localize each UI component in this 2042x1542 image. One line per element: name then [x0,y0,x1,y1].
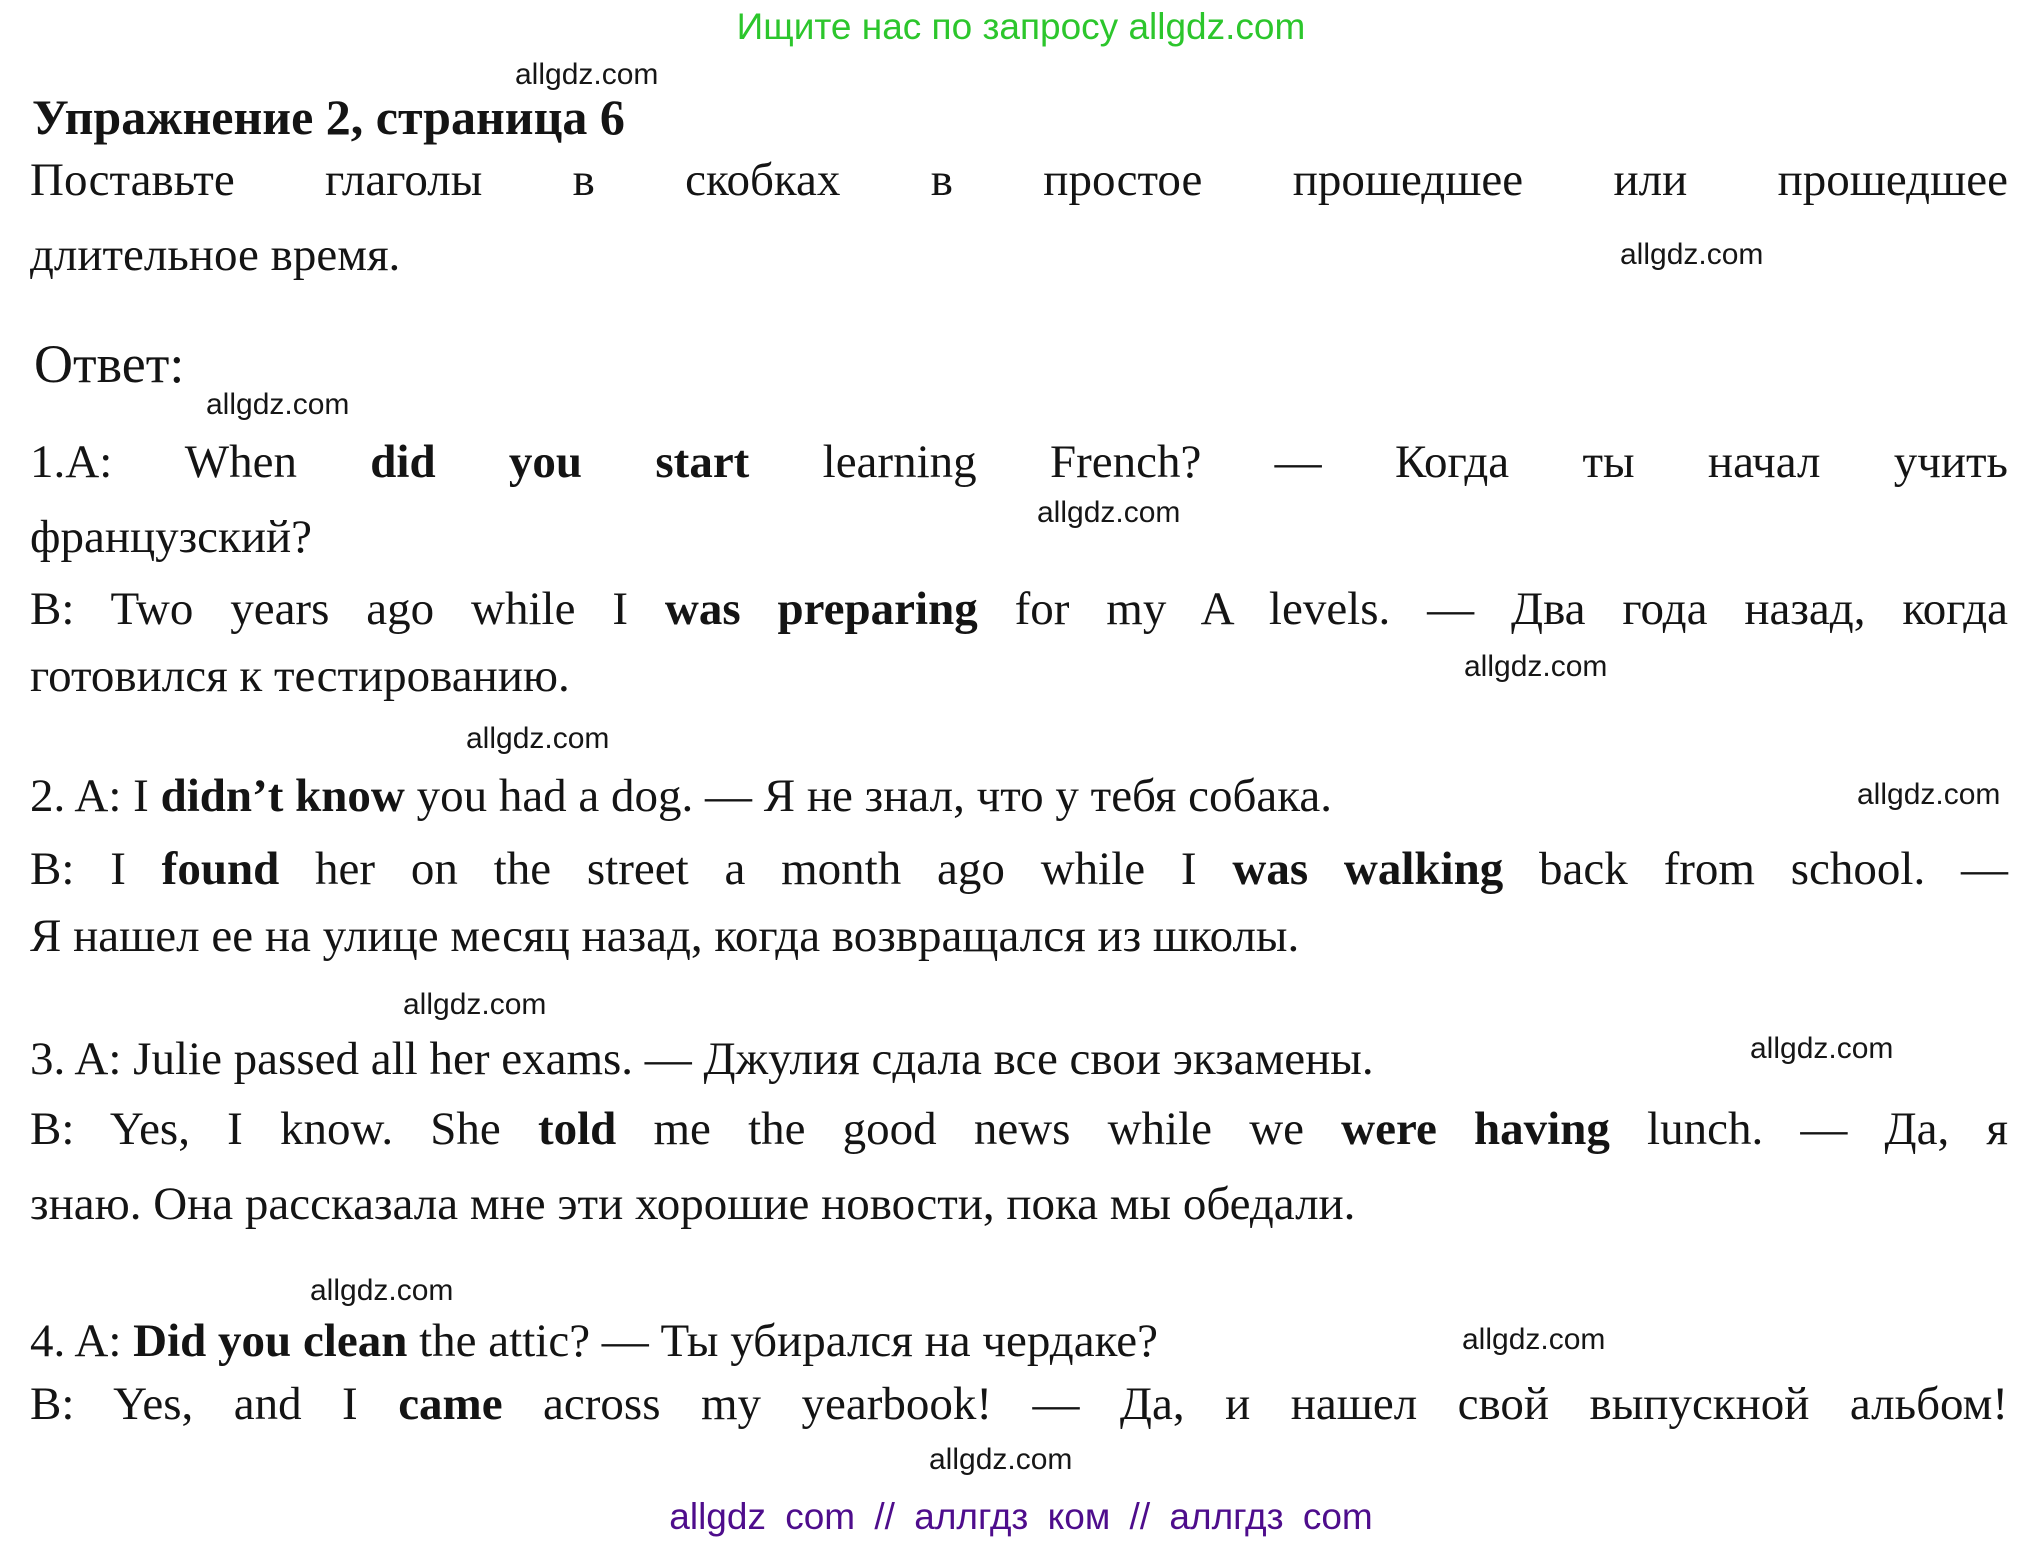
verb-answer-bold: were having [1341,1103,1610,1155]
exercise-title: Упражнение 2, страница 6 [32,89,625,145]
answer-text-segment: back from school. — [1503,843,2008,895]
dialog1-speaker-a-line-2: французский? [30,511,313,563]
answer-text-segment: learning French? — Когда ты начал учить [749,436,2008,488]
dialog1-speaker-a-line-1 [30,432,2008,492]
verb-answer-bold: didn’t know [160,770,405,822]
watermark-allgdz: allgdz.com [1750,1032,1894,1065]
dialog4-speaker-a-line [30,1311,2008,1371]
dialog2-speaker-a-line [30,766,2008,826]
dialog4-speaker-b-line [30,1374,2008,1434]
watermark-allgdz: allgdz.com [403,988,547,1021]
watermark-allgdz: allgdz.com [1620,238,1764,271]
watermark-allgdz: allgdz.com [1464,650,1608,683]
dialog3-speaker-a-line: 3. A: Julie passed all her exams. — Джулия сдала все свои экзамены. [30,1033,1374,1085]
footer-domains: allgdz com // аллгдз ком // аллгдз com [669,1496,1373,1537]
verb-answer-bold: found [161,843,280,895]
dialog3-speaker-b-line-1 [30,1099,2008,1159]
answer-text-segment: for my A levels. — Два года назад, когда [977,583,2009,635]
verb-answer-bold: did you start [370,436,750,488]
answer-text-segment: you had a dog. — Я не знал, что у тебя собака. [404,770,1333,822]
answer-text-segment: me the good news while we [616,1103,1342,1155]
verb-answer-bold: told [537,1103,617,1155]
verb-answer-bold: was preparing [664,583,978,635]
watermark-allgdz: allgdz.com [466,722,610,755]
answer-label: Ответ: [34,334,185,394]
dialog1-speaker-b-line-2: готовился к тестированию. [30,650,570,702]
watermark-allgdz: allgdz.com [310,1274,454,1307]
task-description-line-1: Поставьте глаголы в скобках в простое прошедшее или прошедшее [30,154,2008,206]
dialog2-speaker-b-line-1 [30,839,2008,899]
answer-text-segment: 2. A: I [30,770,161,822]
answer-text-segment: her on the street a month ago while I [279,843,1233,895]
answer-text-segment: B: Yes, and I [30,1378,399,1430]
dialog1-speaker-b-line-1 [30,579,2008,639]
answer-text-segment: across my yearbook! — Да, и нашел свой выпускной альбом! [502,1378,2008,1430]
answer-text-segment: B: I [30,843,162,895]
verb-answer-bold: came [398,1378,503,1430]
verb-answer-bold: Did you clean [133,1315,408,1367]
promo-banner: Ищите нас по запросу allgdz.com [736,6,1306,47]
watermark-allgdz: allgdz.com [206,388,350,421]
watermark-allgdz: allgdz.com [515,58,659,91]
watermark-allgdz: allgdz.com [929,1443,1073,1476]
task-description-line-2: длительное время. [30,229,401,281]
dialog2-speaker-b-line-2: Я нашел ее на улице месяц назад, когда возвращался из школы. [30,910,1300,962]
answer-text-segment: 1.A: When [30,436,371,488]
watermark-allgdz: allgdz.com [1462,1323,1606,1356]
answer-text-segment: 4. A: [30,1315,134,1367]
dialog3-speaker-b-line-2: знаю. Она рассказала мне эти хорошие новости, пока мы обедали. [30,1178,1356,1230]
verb-answer-bold: was walking [1232,843,1504,895]
watermark-allgdz: allgdz.com [1857,778,2001,811]
answer-text-segment: B: Yes, I know. She [30,1103,538,1155]
answer-text-segment: lunch. — Да, я [1609,1103,2009,1155]
watermark-allgdz: allgdz.com [1037,496,1181,529]
answer-text-segment: B: Two years ago while I [30,583,665,635]
answer-text-segment: the attic? — Ты убирался на чердаке? [407,1315,1158,1367]
